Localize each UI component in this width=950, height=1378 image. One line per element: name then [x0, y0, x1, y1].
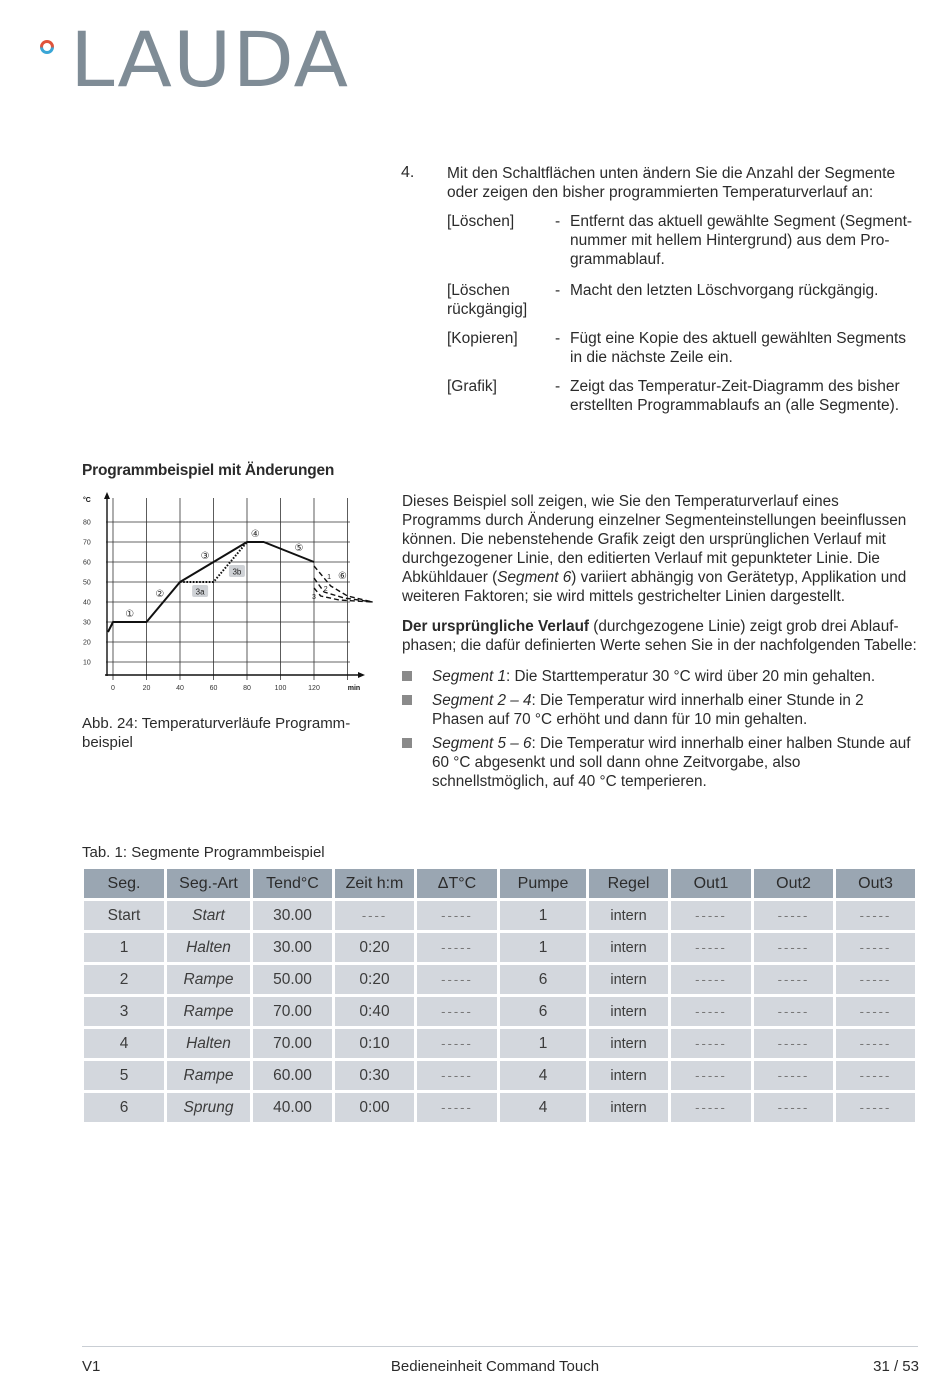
original-course-paragraph [402, 617, 917, 655]
para-bold: Der ursprüngliche Verlauf [402, 618, 590, 635]
chart-grid [106, 498, 350, 680]
bullet-emphasis: Segment 2 – 4 [432, 692, 532, 709]
button-description: Entfernt das aktuell gewählte Segment (Segmentnummer mit hellem Hintergrund) aus dem Programmablauf. [570, 213, 913, 268]
svg-text:40: 40 [83, 599, 91, 607]
button-desc-loeschen [447, 212, 917, 269]
table-cell: 0:00 [335, 1093, 414, 1122]
col-zeit: Zeit h:m [335, 869, 414, 898]
svg-text:100: 100 [274, 685, 287, 692]
table-row [84, 1029, 915, 1058]
table-cell: intern [589, 965, 668, 994]
logo-ring-icon [40, 40, 54, 54]
table-cell: ----- [671, 1061, 751, 1090]
square-bullet-icon [402, 671, 412, 681]
table-cell: ----- [417, 933, 497, 962]
svg-text:20: 20 [83, 639, 91, 647]
table-cell: 6 [500, 965, 586, 994]
table-cell: ----- [417, 1093, 497, 1122]
table-cell: ----- [754, 997, 833, 1026]
col-out3: Out3 [836, 869, 915, 898]
table-cell: 0:20 [335, 933, 414, 962]
table-cell: 5 [84, 1061, 164, 1090]
col-out1: Out1 [671, 869, 751, 898]
table-cell: 70.00 [253, 1029, 332, 1058]
table-cell: ----- [417, 997, 497, 1026]
table-cell: 0:40 [335, 997, 414, 1026]
svg-text:④: ④ [250, 529, 260, 540]
chart-lines [108, 542, 373, 632]
table-cell: 60.00 [253, 1061, 332, 1090]
step-intro: Mit den Schaltflächen unten ändern Sie die Anzahl der Segmente oder zeigen den bisher programmierten Temperaturverlauf an: [447, 165, 896, 201]
figure-caption: Abb. 24: Temperaturverläufe Programmbeispiel [82, 715, 351, 751]
table-cell: intern [589, 933, 668, 962]
segments-table [81, 866, 918, 1125]
svg-text:50: 50 [83, 579, 91, 587]
svg-text:①: ① [125, 609, 135, 620]
table-row [84, 901, 915, 930]
table-cell: 4 [500, 1061, 586, 1090]
table-cell: Halten [167, 933, 250, 962]
svg-text:60: 60 [83, 559, 91, 567]
table-cell: ----- [671, 1029, 751, 1058]
chart-labels [83, 496, 360, 692]
table-cell: Rampe [167, 997, 250, 1026]
table-caption: Tab. 1: Segmente Programmbeispiel [82, 844, 325, 861]
logo-text: LAUDA [70, 15, 350, 104]
table-cell: ----- [754, 1093, 833, 1122]
table-cell: ----- [754, 965, 833, 994]
table-cell: ----- [836, 1029, 915, 1058]
button-desc-loeschen-rueckgaengig [447, 281, 917, 319]
svg-text:③: ③ [200, 551, 210, 562]
table-cell: Rampe [167, 965, 250, 994]
temperature-chart [78, 490, 388, 700]
dash: - [555, 213, 561, 230]
col-regel: Regel [589, 869, 668, 898]
table-cell: ---- [335, 901, 414, 930]
svg-text:80: 80 [243, 685, 251, 692]
button-description: Zeigt das Temperatur-Zeit-Diagramm des bisher erstellten Programmablaufs an (alle Segmente). [570, 378, 900, 414]
table-cell: ----- [754, 901, 833, 930]
col-tend: Tend°C [253, 869, 332, 898]
table-cell: ----- [417, 901, 497, 930]
table-cell: 2 [84, 965, 164, 994]
button-description: Fügt eine Kopie des aktuell gewählten Segments in die nächste Zeile ein. [570, 330, 907, 366]
bullet-text: : Die Temperatur wird innerhalb einer halben Stunde auf 60 °C abgesenkt und soll dann ohne Zeitvorgabe, also schnellstmöglich, auf 40 °C temperieren. [432, 735, 911, 790]
table-cell: ----- [754, 933, 833, 962]
table-cell: Halten [167, 1029, 250, 1058]
table-cell: intern [589, 997, 668, 1026]
table-row [84, 997, 915, 1026]
bullet-emphasis: Segment 5 – 6 [432, 735, 532, 752]
svg-text:3: 3 [312, 594, 316, 601]
table-cell: 1 [500, 1029, 586, 1058]
dash: - [555, 330, 561, 347]
button-label: [Löschen rückgängig] [447, 282, 528, 318]
table-cell: intern [589, 1093, 668, 1122]
table-cell: 6 [500, 997, 586, 1026]
table-cell: 4 [84, 1029, 164, 1058]
svg-text:min: min [347, 685, 361, 692]
table-cell: ----- [417, 965, 497, 994]
table-cell: intern [589, 1029, 668, 1058]
footer-title: Bedieneinheit Command Touch [390, 1358, 600, 1375]
table-cell: 0:10 [335, 1029, 414, 1058]
step-number: 4. [401, 164, 415, 181]
table-cell: ----- [836, 933, 915, 962]
button-label: [Löschen] [447, 213, 515, 230]
list-item [402, 667, 917, 686]
dash: - [555, 378, 561, 395]
svg-text:⑥: ⑥ [337, 571, 347, 582]
table-row [84, 965, 915, 994]
bullet-text: : Die Starttemperatur 30 °C wird über 20 min gehalten. [505, 668, 876, 685]
svg-text:1: 1 [327, 574, 332, 581]
button-desc-grafik [447, 377, 917, 415]
table-cell: 30.00 [253, 933, 332, 962]
svg-text:40: 40 [176, 685, 184, 692]
list-item [402, 734, 917, 791]
dash: - [555, 282, 561, 299]
table-cell: ----- [671, 901, 751, 930]
svg-text:⑤: ⑤ [294, 543, 304, 554]
para-text: ) variiert abhängig von Gerätetyp, Applikation und weiteren Faktoren; sie wird mittels gestrichelter Linien dargestellt. [402, 569, 907, 605]
table-cell: ----- [836, 1093, 915, 1122]
svg-text:30: 30 [83, 619, 91, 627]
table-cell: intern [589, 1061, 668, 1090]
table-cell: 4 [500, 1093, 586, 1122]
segment-bullet-list [402, 667, 917, 796]
footer-divider [82, 1346, 918, 1347]
table-cell: 1 [500, 901, 586, 930]
square-bullet-icon [402, 695, 412, 705]
table-cell: ----- [836, 965, 915, 994]
list-item [402, 691, 917, 729]
svg-text:②: ② [155, 589, 165, 600]
bullet-text: : Die Temperatur wird innerhalb einer Stunde in 2 Phasen auf 70 °C erhöht und dann für 10 min gehalten. [432, 692, 864, 728]
button-label: [Grafik] [447, 378, 497, 395]
col-seg: Seg. [84, 869, 164, 898]
table-cell: 30.00 [253, 901, 332, 930]
chart-axes [104, 492, 365, 678]
table-row [84, 933, 915, 962]
table-cell: intern [589, 901, 668, 930]
table-row [84, 1061, 915, 1090]
para-emphasis: Segment 6 [497, 569, 572, 586]
col-pumpe: Pumpe [500, 869, 586, 898]
col-out2: Out2 [754, 869, 833, 898]
table-cell: 1 [500, 933, 586, 962]
table-cell: 0:20 [335, 965, 414, 994]
svg-text:3b: 3b [232, 567, 242, 577]
table-cell: 70.00 [253, 997, 332, 1026]
svg-text:80: 80 [83, 519, 91, 527]
table-cell: ----- [671, 933, 751, 962]
svg-text:70: 70 [83, 539, 91, 547]
table-cell: Rampe [167, 1061, 250, 1090]
intro-paragraph [402, 492, 917, 606]
bullet-emphasis: Segment 1 [432, 668, 506, 685]
section-title: Programmbeispiel mit Änderungen [82, 462, 335, 479]
svg-text:20: 20 [142, 685, 151, 692]
table-cell: ----- [417, 1029, 497, 1058]
table-cell: 3 [84, 997, 164, 1026]
button-description: Macht den letzten Löschvorgang rückgängig. [570, 282, 879, 299]
svg-text:10: 10 [83, 659, 91, 667]
table-cell: 1 [84, 933, 164, 962]
footer-page: 31 / 53 [873, 1358, 919, 1375]
para-text: (durchgezogene Linie) zeigt grob drei Ablaufphasen; die dafür definierten Werte sehen Sie in der nachfolgenden Tabelle: [402, 618, 917, 654]
table-cell: ----- [836, 1061, 915, 1090]
table-cell: ----- [836, 997, 915, 1026]
button-label: [Kopieren] [447, 330, 518, 347]
table-cell: ----- [671, 997, 751, 1026]
table-cell: 6 [84, 1093, 164, 1122]
col-seg-art: Seg.-Art [167, 869, 250, 898]
table-cell: ----- [754, 1029, 833, 1058]
table-cell: ----- [671, 965, 751, 994]
table-cell: 50.00 [253, 965, 332, 994]
table-cell: 40.00 [253, 1093, 332, 1122]
table-cell: 0:30 [335, 1061, 414, 1090]
svg-text:3a: 3a [195, 587, 205, 597]
table-cell: Sprung [167, 1093, 250, 1122]
table-row [84, 1093, 915, 1122]
button-desc-kopieren [447, 329, 917, 367]
para-text: Dieses Beispiel soll zeigen, wie Sie den Temperaturverlauf eines Programms durch Änderung einzelner Segmenteinstellungen beeinflussen können. Die nebenstehende Grafik zeigt den ursprünglichen Verlauf mit durchgezogener Linie, den editierten Verlauf mit gepunkteter Linie. Die Abkühldauer ( [402, 493, 907, 586]
svg-text:2: 2 [323, 586, 328, 593]
svg-text:°C: °C [83, 497, 91, 504]
table-header-row [84, 869, 915, 898]
table-cell: ----- [671, 1093, 751, 1122]
footer-version: V1 [82, 1358, 101, 1375]
svg-text:0: 0 [111, 685, 115, 692]
table-cell: ----- [836, 901, 915, 930]
table-cell: Start [84, 901, 164, 930]
table-cell: Start [167, 901, 250, 930]
svg-text:60: 60 [209, 685, 218, 692]
col-delta-t: ΔT°C [417, 869, 497, 898]
table-cell: ----- [754, 1061, 833, 1090]
table-cell: ----- [417, 1061, 497, 1090]
square-bullet-icon [402, 738, 412, 748]
svg-text:120: 120 [308, 685, 320, 692]
